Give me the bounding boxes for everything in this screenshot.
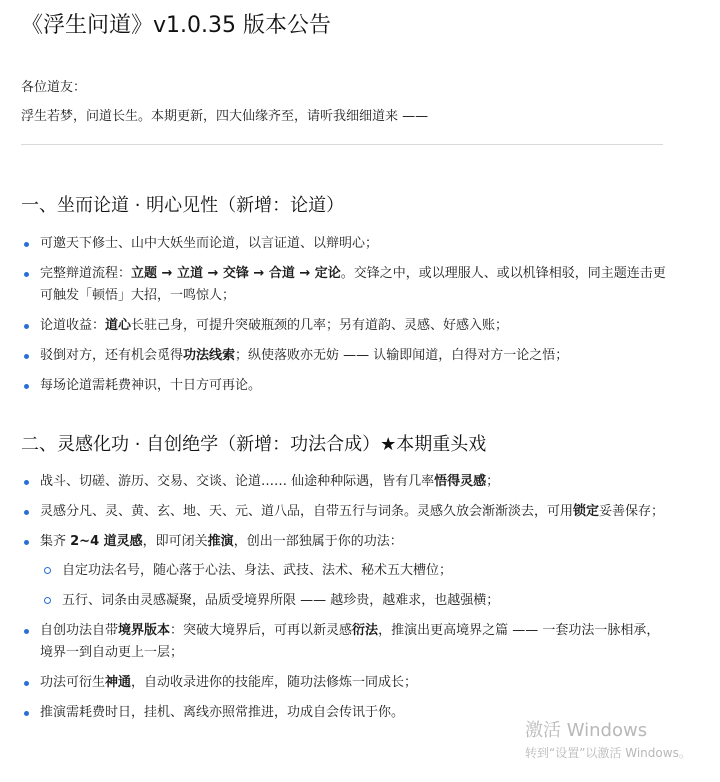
list-item: [21, 672, 666, 694]
text-segment: 功法可衍生: [40, 675, 106, 690]
text-segment: 可邀天下修士、山中大妖坐而论道，以言证道、以辩明心；: [40, 236, 379, 251]
text-segment: 自创功法自带: [40, 623, 119, 638]
bold-text: 2~4 道灵感: [70, 534, 143, 549]
bold-text: 道心: [105, 318, 132, 333]
bold-text: 衍法: [352, 623, 379, 638]
divider: [21, 144, 663, 145]
section-heading-debate: 一、坐而论道 · 明心见性（新增：论道）: [21, 195, 345, 216]
next-section-heading-partial: [21, 770, 27, 782]
text-segment: 驳倒对方，还有机会觅得: [40, 348, 184, 363]
sub-list-item: [40, 560, 666, 582]
bold-text: 锁定: [573, 504, 600, 519]
text-segment: 灵感分凡、灵、黄、玄、地、天、元、道八品，自带五行与词条。灵感久放会渐渐淡去，可用: [40, 504, 574, 519]
watermark-title: 激活 Windows: [525, 720, 648, 741]
list-item: [21, 620, 666, 664]
text-segment: 完整辩道流程：: [40, 266, 132, 281]
list-item: [21, 531, 666, 612]
bold-text: 悟得灵感: [434, 474, 487, 489]
bold-text: 推演: [207, 534, 234, 549]
watermark-subtitle: 转到“设置”以激活 Windows。: [525, 746, 691, 760]
list-item: [21, 501, 666, 523]
text-segment: 自定功法名号，随心落于心法、身法、武技、法术、秘术五大槽位；: [62, 563, 453, 578]
text-segment: ，创出一部独属于你的功法：: [233, 534, 403, 549]
text-segment: 战斗、切磋、游历、交易、交谈、论道…… 仙途种种际遇，皆有几率: [40, 474, 435, 489]
list-item: [21, 375, 666, 397]
greeting: 各位道友：: [21, 80, 87, 95]
section-heading-technique: 二、灵感化功 · 自创绝学（新增：功法合成）★本期重头戏: [21, 434, 487, 455]
text-segment: 妥善保存；: [599, 504, 665, 519]
bold-text: 神通: [105, 675, 132, 690]
text-segment: ，即可闭关: [142, 534, 208, 549]
list-item: [21, 471, 666, 493]
bold-text: 立题 → 立道 → 交锋 → 合道 → 定论: [131, 266, 341, 281]
page-title: 《浮生问道》v1.0.35 版本公告: [21, 13, 331, 38]
text-segment: ；纵使落败亦无妨 —— 认输即闻道，白得对方一论之悟；: [235, 348, 569, 363]
windows-activation-watermark: [525, 716, 691, 761]
text-segment: 。交锋之中，或以理服人、或以机锋相驳，同主题连击更可触发「顿悟」大招，一鸣惊人；: [40, 266, 666, 303]
text-segment: ；: [486, 474, 500, 489]
text-segment: 论道收益：: [40, 318, 106, 333]
text-segment: 推演需耗费时日，挂机、离线亦照常推进，功成自会传讯于你。: [40, 705, 405, 720]
section-list-debate: [21, 233, 666, 405]
text-segment: 每场论道需耗费神识，十日方可再论。: [40, 378, 262, 393]
text-segment: 集齐: [40, 534, 71, 549]
list-item: [21, 345, 666, 367]
bold-text: 功法线索: [183, 348, 236, 363]
sub-list: [40, 560, 666, 612]
text-segment: ：突破大境界后，可再以新灵感: [170, 623, 353, 638]
text-segment: ，推演出更高境界之篇 —— 一套功法一脉相承，境界一到自动更上一层；: [40, 623, 660, 660]
list-item: [21, 315, 666, 337]
intro-paragraph: 浮生若梦，问道长生。本期更新，四大仙缘齐至，请听我细细道来 ——: [21, 109, 429, 124]
sub-list-item: [40, 590, 666, 612]
text-segment: ，自动收录进你的技能库，随功法修炼一同成长；: [131, 675, 418, 690]
list-item: [21, 263, 666, 307]
section-list-technique: [21, 471, 666, 732]
text-segment: 五行、词条由灵感凝聚，品质受境界所限 —— 越珍贵，越难求，也越强横；: [62, 593, 500, 608]
text-segment: 长驻己身，可提升突破瓶颈的几率；另有道韵、灵感、好感入账；: [131, 318, 509, 333]
list-item: [21, 233, 666, 255]
bold-text: 境界版本: [118, 623, 171, 638]
